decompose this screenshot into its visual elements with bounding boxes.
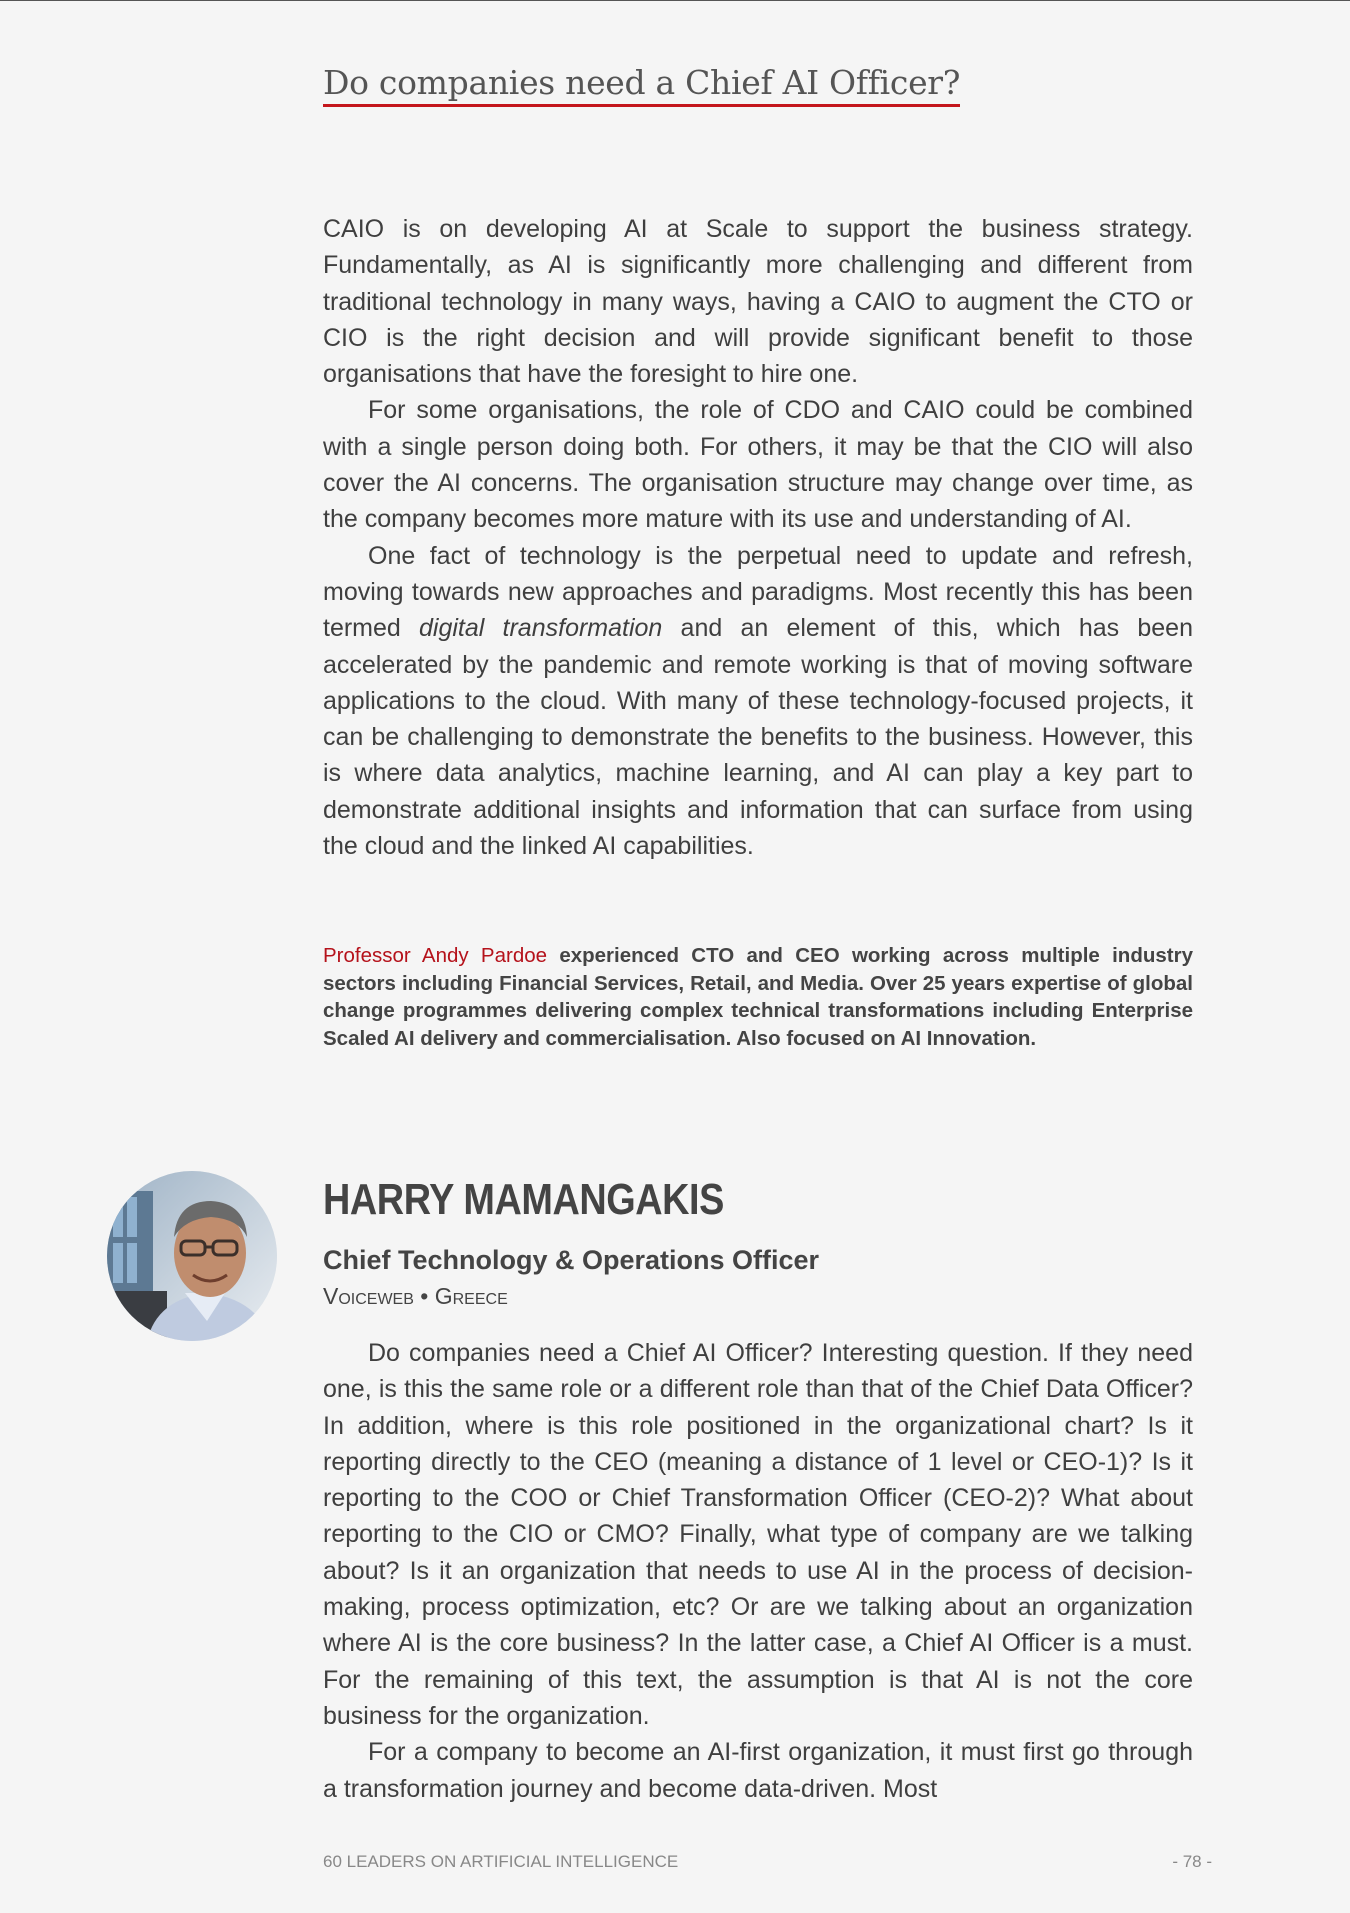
- top-rule: [0, 0, 1350, 1]
- article-section-2: [323, 1335, 1193, 1807]
- emphasis-text: digital transformation: [419, 614, 663, 643]
- bio-text: experienced CTO and CEO working across multiple industry sectors including Financial Services, Retail, and Media. Over 25 years expertise of global change programmes delivering complex technical transformations including Enterprise Scaled AI delivery and commercialisation. Also focused on AI Innovation.: [323, 944, 1193, 1050]
- paragraph: For a company to become an AI-first organization, it must first go through a transformation journey and become data-driven. Most: [323, 1738, 1193, 1803]
- bio-paragraph: [323, 942, 1193, 1052]
- author-bio: [323, 942, 1193, 1052]
- paragraph: CAIO is on developing AI at Scale to support the business strategy. Fundamentally, as AI is significantly more challenging and different from traditional technology in many ways, having a CAIO to augment the CTO or CIO is the right decision and will provide significant benefit to those organisations that have the foresight to hire one.: [323, 215, 1193, 389]
- paragraph: [323, 538, 1193, 865]
- author-organization: Voiceweb • Greece: [323, 1283, 508, 1309]
- paragraph: For some organisations, the role of CDO and CAIO could be combined with a single person doing both. For others, it may be that the CIO will also cover the AI concerns. The organisation structure may change over time, as the company becomes more mature with its use and understanding of AI.: [323, 396, 1193, 534]
- page-title: Do companies need a Chief AI Officer?: [323, 62, 960, 107]
- author-role: Chief Technology & Operations Officer: [323, 1245, 820, 1275]
- article-section-1: [323, 211, 1193, 864]
- footer-book-title: 60 LEADERS ON ARTIFICIAL INTELLIGENCE: [323, 1852, 679, 1871]
- portrait-image: [107, 1171, 277, 1341]
- author-name: HARRY MAMANGAKIS: [323, 1175, 724, 1224]
- bio-author-name: Professor Andy Pardoe: [323, 944, 548, 967]
- paragraph-text: One fact of technology is the perpetual need to update and refresh, moving towards new approaches and paradigms. Most recently this has been termed: [323, 541, 1193, 643]
- avatar: [107, 1171, 277, 1341]
- paragraph-text: and an element of this, which has been accelerated by the pandemic and remote working is that of moving software applications to the cloud. With many of these technology-focused projects, it can be challenging to demonstrate the benefits to the business. However, this is where data analytics, machine learning, and AI can play a key part to demonstrate additional insights and information that can surface from using the cloud and the linked AI capabilities.: [323, 614, 1193, 861]
- page-number: - 78 -: [1172, 1852, 1212, 1871]
- paragraph: Do companies need a Chief AI Officer? Interesting question. If they need one, is this the same role or a different role than that of the Chief Data Officer? In addition, where is this role positioned in the organizational chart? Is it reporting directly to the CEO (meaning a distance of 1 level or CEO-1)? Is it reporting to the COO or Chief Transformation Officer (CEO-2)? What about reporting to the CIO or CMO? Finally, what type of company are we talking about? Is it an organization that needs to use AI in the process of decision-making, process optimization, etc? Or are we talking about an organization where AI is the core business? In the latter case, a Chief AI Officer is a must. For the remaining of this text, the assumption is that AI is not the core business for the organization.: [323, 1339, 1193, 1730]
